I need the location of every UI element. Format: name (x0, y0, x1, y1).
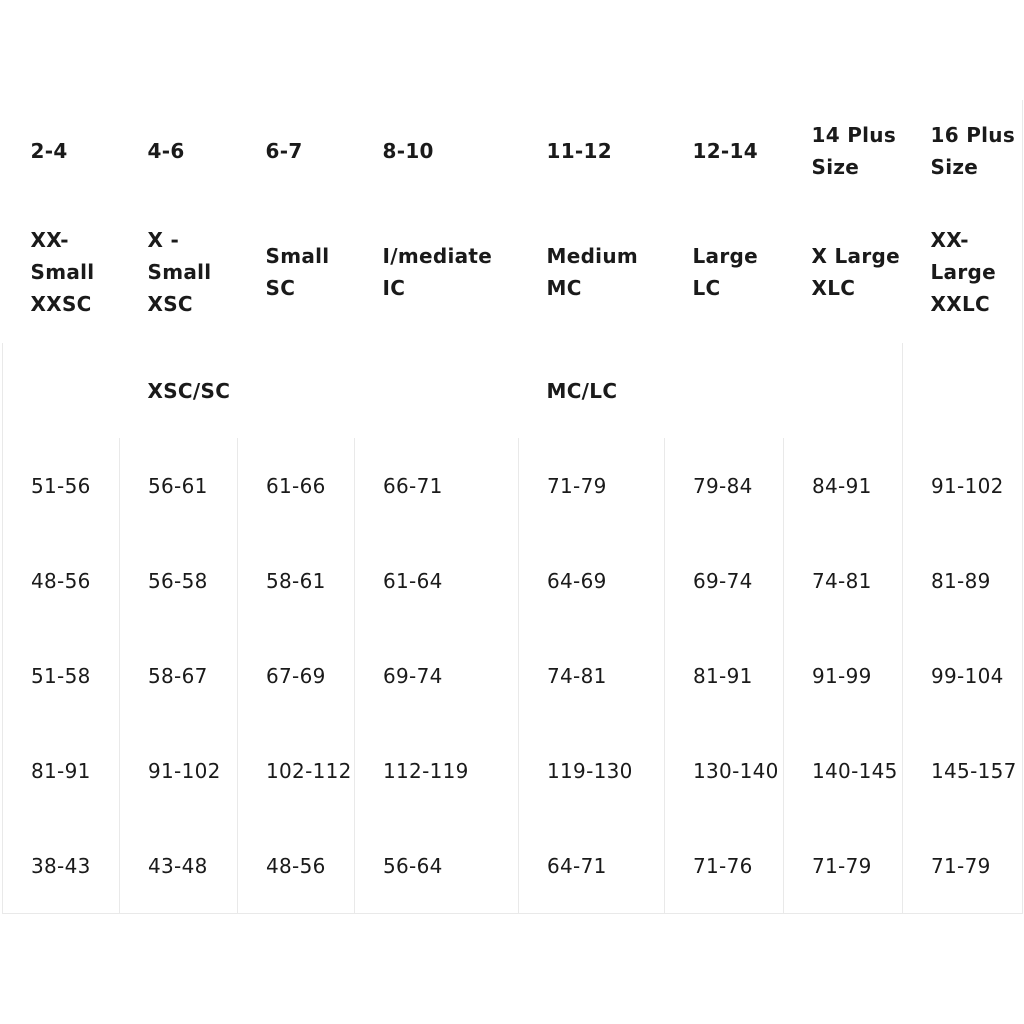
table-cell: 130-140 (665, 723, 784, 818)
table-cell: 71-79 (784, 818, 903, 914)
size-header-cell: X - Small XSC (147, 228, 212, 316)
size-header-cell: Small SC (265, 244, 330, 300)
table-cell: 140-145 (784, 723, 903, 818)
age-header-cell: 14 Plus Size (811, 122, 897, 179)
table-cell: 91-102 (903, 438, 1023, 533)
age-header-cell: 16 Plus Size (903, 100, 1023, 201)
table-cell: 51-58 (3, 628, 120, 723)
age-header-cell: 8-10 (382, 138, 434, 163)
table-cell: 64-69 (519, 533, 665, 628)
table-cell: 61-64 (355, 533, 519, 628)
size-header-cell: Large LC (692, 244, 758, 300)
table-cell: 99-104 (903, 628, 1023, 723)
table-row (3, 438, 1023, 533)
table-cell: 61-66 (238, 438, 355, 533)
table-cell: 56-58 (120, 533, 238, 628)
size-header-cell: XX-Small XXSC (30, 228, 95, 316)
table-cell: 38-43 (3, 818, 120, 914)
table-cell: 145-157 (903, 723, 1023, 818)
table-row (3, 723, 1023, 818)
table-cell: 74-81 (519, 628, 665, 723)
table-cell: 58-61 (238, 533, 355, 628)
group-header-xsc-sc: XSC/SC (147, 378, 231, 403)
age-header-row (3, 100, 1023, 201)
group-header-mc-lc: MC/LC (546, 378, 618, 403)
group-header-cell-empty (3, 343, 120, 438)
table-cell: 71-76 (665, 818, 784, 914)
table-cell: 102-112 (238, 723, 355, 818)
table-cell: 74-81 (784, 533, 903, 628)
table-cell: 66-71 (355, 438, 519, 533)
table-cell: 79-84 (665, 438, 784, 533)
age-header-cell: 6-7 (265, 138, 303, 163)
age-header-cell: 4-6 (147, 138, 185, 163)
age-header-cell: 11-12 (546, 138, 612, 163)
table-cell: 71-79 (519, 438, 665, 533)
table-cell: 56-64 (355, 818, 519, 914)
table-cell: 81-89 (903, 533, 1023, 628)
age-header-cell: 12-14 (692, 138, 758, 163)
table-cell: 69-74 (355, 628, 519, 723)
size-chart-table (2, 100, 1023, 914)
table-cell: 91-102 (120, 723, 238, 818)
table-row (3, 533, 1023, 628)
table-cell: 81-91 (665, 628, 784, 723)
table-row (3, 628, 1023, 723)
table-cell: 43-48 (120, 818, 238, 914)
size-header-cell: X Large XLC (811, 244, 900, 300)
table-cell: 119-130 (519, 723, 665, 818)
table-cell: 69-74 (665, 533, 784, 628)
table-cell: 64-71 (519, 818, 665, 914)
group-header-row (3, 343, 1023, 438)
table-cell: 91-99 (784, 628, 903, 723)
table-cell: 56-61 (120, 438, 238, 533)
size-header-row (3, 201, 1023, 343)
table-cell: 58-67 (120, 628, 238, 723)
size-header-cell: XX-Large XXLC (903, 201, 1023, 343)
size-header-cell: Medium MC (546, 244, 639, 300)
table-cell: 48-56 (238, 818, 355, 914)
table-cell: 84-91 (784, 438, 903, 533)
table-row (3, 818, 1023, 914)
table-cell: 51-56 (3, 438, 120, 533)
size-header-cell: I/mediate IC (382, 244, 493, 300)
table-cell: 81-91 (3, 723, 120, 818)
table-cell: 112-119 (355, 723, 519, 818)
age-header-cell: 2-4 (30, 138, 68, 163)
table-cell: 67-69 (238, 628, 355, 723)
table-cell: 48-56 (3, 533, 120, 628)
table-cell: 71-79 (903, 818, 1023, 914)
group-header-cell-empty (903, 343, 1023, 438)
